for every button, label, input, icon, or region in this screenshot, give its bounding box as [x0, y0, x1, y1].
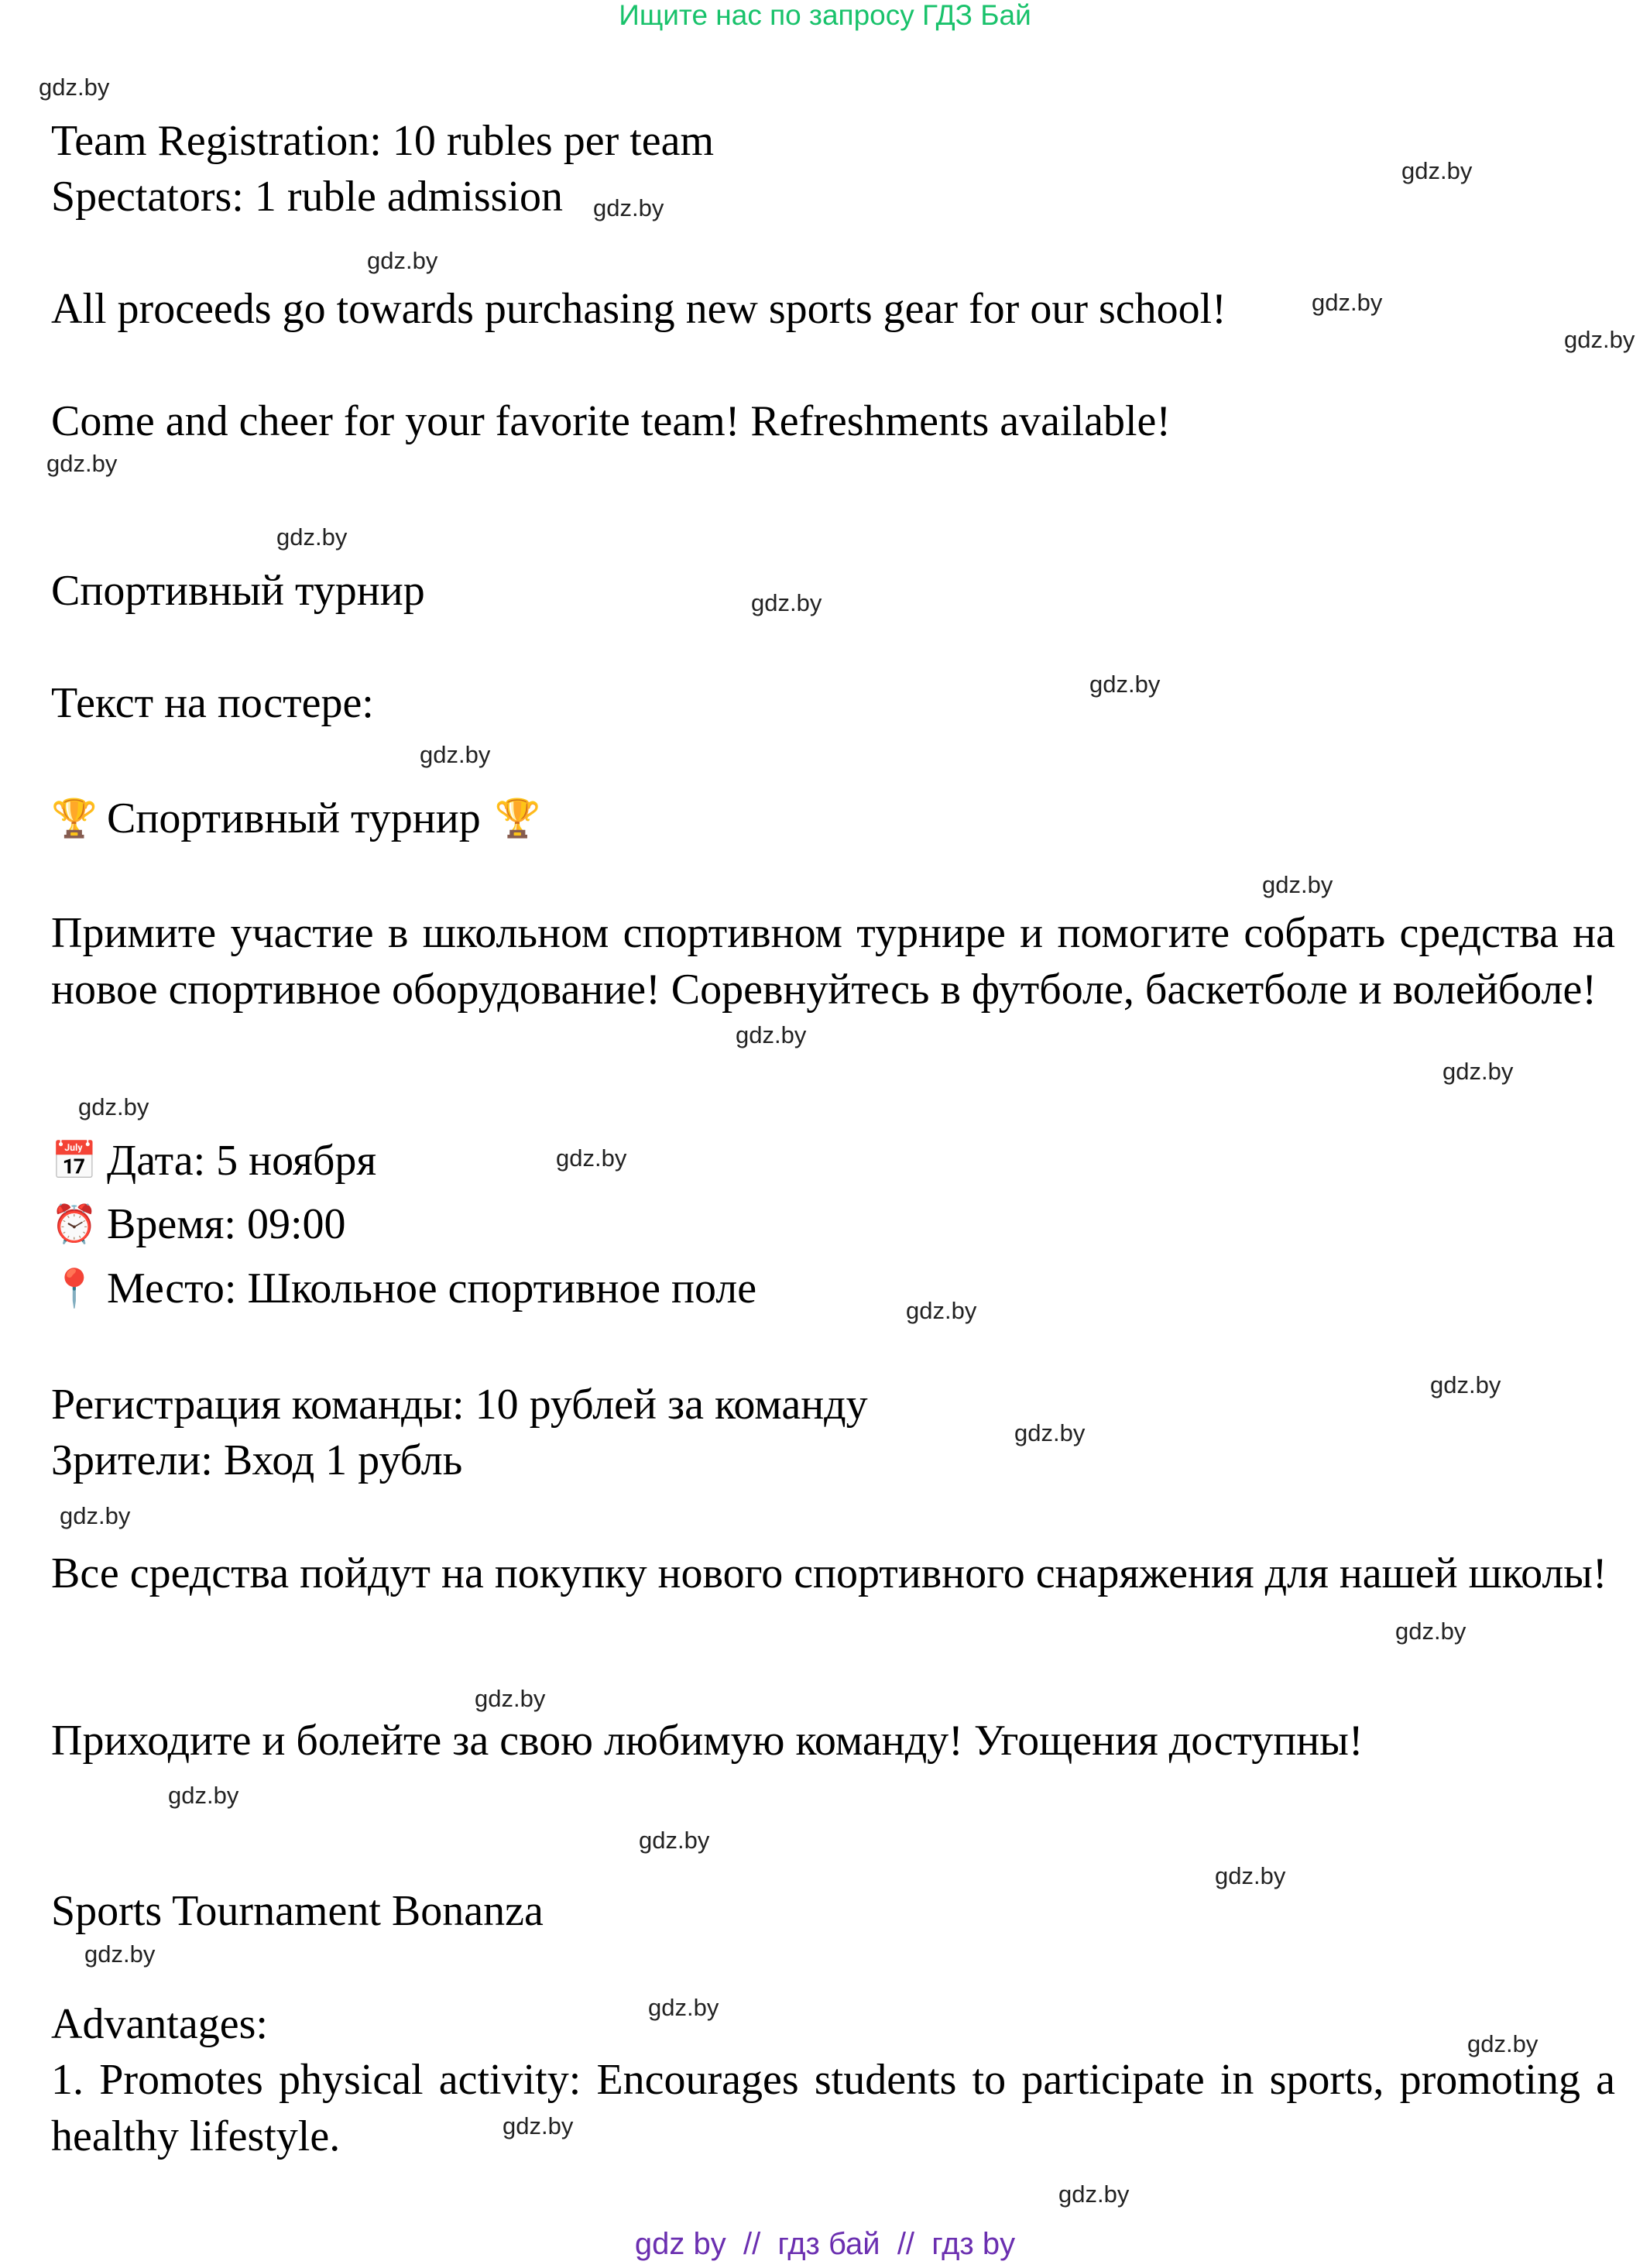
- watermark: gdz.by: [648, 1994, 719, 2021]
- team-registration-ru: Регистрация команды: 10 рублей за команду: [51, 1381, 868, 1429]
- watermark: gdz.by: [1430, 1371, 1501, 1398]
- russian-title: Спортивный турнир: [51, 567, 425, 615]
- date-text: Дата: 5 ноября: [107, 1137, 377, 1185]
- advantage-item-1: 1. Promotes physical activity: Encourages students to participate in sports, promoting a healthy lifestyle.: [51, 2056, 1615, 2160]
- watermark: gdz.by: [1262, 871, 1333, 898]
- watermark: gdz.by: [78, 1093, 149, 1120]
- watermark: gdz.by: [1395, 1618, 1466, 1645]
- watermark: gdz.by: [736, 1021, 807, 1048]
- watermark: gdz.by: [593, 194, 664, 221]
- watermark: gdz.by: [556, 1144, 627, 1172]
- watermark: gdz.by: [1442, 1058, 1514, 1085]
- watermark: gdz.by: [276, 523, 348, 551]
- proceeds-ru: Все средства пойдут на покупку нового спортивного снаряжения для нашей школы!: [51, 1549, 1607, 1597]
- watermark: gdz.by: [751, 589, 822, 616]
- cheer-en: Come and cheer for your favorite team! Refreshments available!: [51, 397, 1171, 445]
- alarm-clock-icon: ⏰: [51, 1203, 98, 1246]
- watermark: gdz.by: [1089, 671, 1161, 698]
- trophy-icon: 🏆: [494, 797, 541, 840]
- pin-icon: 📍: [51, 1267, 98, 1310]
- watermark: gdz.by: [46, 450, 118, 477]
- spectators-ru: Зрители: Вход 1 рубль: [51, 1436, 463, 1484]
- watermark: gdz.by: [475, 1685, 546, 1712]
- watermark: gdz.by: [1014, 1419, 1086, 1446]
- spectators-en: Spectators: 1 ruble admission: [51, 173, 564, 221]
- watermark: gdz.by: [367, 247, 438, 274]
- watermark: gdz.by: [503, 2112, 574, 2139]
- watermark: gdz.by: [906, 1297, 977, 1324]
- place-text: Место: Школьное спортивное поле: [107, 1264, 757, 1312]
- watermark: gdz.by: [39, 74, 110, 101]
- watermark: gdz.by: [1058, 2181, 1130, 2208]
- trophy-icon: 🏆: [51, 797, 98, 840]
- intro-paragraph: Примите участие в школьном спортивном турнире и помогите собрать средства на новое спортивное оборудование! Соревнуйтесь в футболе, баскетболе и волейболе!: [51, 909, 1615, 1014]
- proceeds-en: All proceeds go towards purchasing new sports gear for our school!: [51, 285, 1226, 333]
- time-text: Время: 09:00: [107, 1200, 346, 1248]
- watermark: gdz.by: [1564, 326, 1635, 353]
- time-line: [51, 1196, 346, 1252]
- advantages-heading: Advantages:: [51, 2000, 268, 2048]
- calendar-icon: 📅: [51, 1139, 98, 1182]
- watermark: gdz.by: [60, 1502, 131, 1529]
- place-line: [51, 1261, 756, 1316]
- watermark: gdz.by: [84, 1940, 156, 1968]
- watermark: gdz.by: [1215, 1862, 1286, 1889]
- watermark: gdz.by: [639, 1827, 710, 1854]
- poster-heading: [51, 791, 541, 846]
- watermark: gdz.by: [420, 741, 491, 768]
- watermark: gdz.by: [1467, 2030, 1539, 2057]
- poster-label: Текст на постере:: [51, 679, 374, 727]
- poster-heading-text: Спортивный турнир: [107, 794, 481, 842]
- watermark: gdz.by: [168, 1782, 239, 1809]
- date-line: [51, 1133, 376, 1189]
- footer-links: gdz by // гдз бай // гдз by: [634, 2227, 1016, 2261]
- watermark: gdz.by: [1312, 289, 1383, 316]
- search-banner: Ищите нас по запросу ГДЗ Бай: [619, 0, 1031, 31]
- team-registration-en: Team Registration: 10 rubles per team: [51, 117, 715, 165]
- watermark: gdz.by: [1401, 157, 1473, 184]
- cheer-ru: Приходите и болейте за свою любимую команду! Угощения доступны!: [51, 1717, 1364, 1765]
- english-title: Sports Tournament Bonanza: [51, 1887, 544, 1935]
